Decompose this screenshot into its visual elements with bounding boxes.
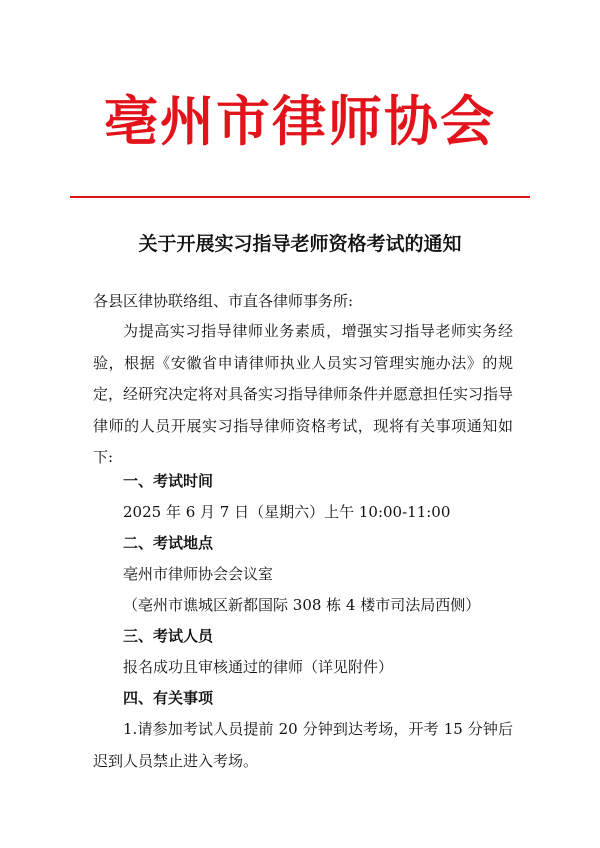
exam-place-address: （亳州市谯城区新都国际 308 栋 4 楼市司法局西侧） xyxy=(123,596,481,614)
section-heading-people: 三、考试人员 xyxy=(123,627,214,645)
notice-title: 关于开展实习指导老师资格考试的通知 xyxy=(138,233,462,255)
salutation: 各县区律协联络组、市直各律师事务所: xyxy=(93,292,354,310)
exam-time-value: 2025 年 6 月 7 日（星期六）上午 10:00-11:00 xyxy=(123,503,451,521)
org-header-title: 亳州市律师协会 xyxy=(104,89,496,153)
red-divider-line xyxy=(70,196,530,198)
section-heading-time: 一、考试时间 xyxy=(123,472,214,490)
section-heading-matters: 四、有关事项 xyxy=(123,689,214,707)
section-heading-place: 二、考试地点 xyxy=(123,534,214,552)
matters-item-1: 1.请参加考试人员提前 20 分钟到达考场，开考 15 分钟后迟到人员禁止进入考场。 xyxy=(93,720,513,770)
intro-paragraph: 为提高实习指导律师业务素质，增强实习指导老师实务经验，根据《安徽省申请律师执业人员实习管理实施办法》的规定，经研究决定将对具备实习指导律师条件并愿意担任实习指导律师的人员开展实习指导律师资格考试，现将有关事项通知如下: xyxy=(93,322,514,466)
exam-people-value: 报名成功且审核通过的律师（详见附件） xyxy=(123,658,394,676)
exam-place-value: 亳州市律师协会会议室 xyxy=(123,565,274,583)
